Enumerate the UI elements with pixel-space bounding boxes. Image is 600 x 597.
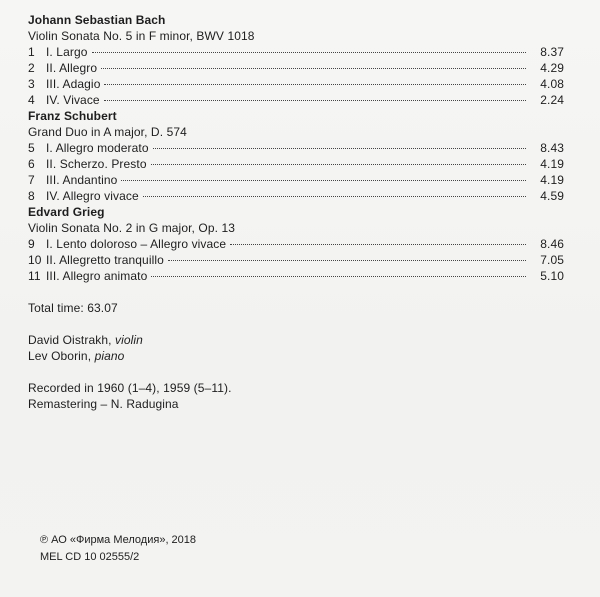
track-duration: 4.29 <box>540 61 564 75</box>
track-number: 9 <box>28 237 35 251</box>
dot-leader <box>92 52 527 53</box>
dot-leader <box>104 84 526 85</box>
track-row <box>28 140 564 156</box>
recording-info: Recorded in 1960 (1–4), 1959 (5–11). <box>28 381 232 395</box>
track-title: II. Allegro <box>46 61 98 75</box>
performer-instrument: violin <box>114 333 143 347</box>
performer-instrument: piano <box>94 349 125 363</box>
track-duration: 5.10 <box>540 269 564 283</box>
dot-leader <box>151 164 526 165</box>
dot-leader <box>168 260 526 261</box>
track-row <box>28 268 564 284</box>
track-row <box>28 44 564 60</box>
track-number: 3 <box>28 77 35 91</box>
track-row <box>28 236 564 252</box>
work-title: Violin Sonata No. 5 in F minor, BWV 1018 <box>28 29 255 43</box>
track-title: III. Adagio <box>46 77 101 91</box>
work-title: Violin Sonata No. 2 in G major, Op. 13 <box>28 221 236 235</box>
track-title: II. Allegretto tranquillo <box>46 253 164 267</box>
track-row <box>28 60 564 76</box>
composer-name: Franz Schubert <box>28 109 117 123</box>
composer-name: Edvard Grieg <box>28 205 105 219</box>
copyright-notice: ℗ АО «Фирма Мелодия», 2018 <box>40 534 197 546</box>
track-row <box>28 188 564 204</box>
spacer <box>28 316 564 332</box>
catalog-number: MEL CD 10 02555/2 <box>40 551 140 563</box>
tracklist <box>28 12 564 412</box>
track-row <box>28 172 564 188</box>
track-title: I. Largo <box>46 45 88 59</box>
spacer <box>28 364 564 380</box>
track-row <box>28 76 564 92</box>
track-number: 8 <box>28 189 35 203</box>
dot-leader <box>151 276 526 277</box>
track-number: 11 <box>28 269 41 283</box>
spacer <box>28 284 564 300</box>
track-number: 10 <box>28 253 42 267</box>
track-title: IV. Vivace <box>46 93 100 107</box>
performer-name: Lev Oborin, <box>28 349 95 363</box>
dot-leader <box>143 196 526 197</box>
track-number: 6 <box>28 157 35 171</box>
track-number: 5 <box>28 141 35 155</box>
track-row <box>28 252 564 268</box>
track-duration: 4.19 <box>540 157 564 171</box>
dot-leader <box>121 180 526 181</box>
dot-leader <box>104 100 526 101</box>
performer-line <box>28 348 564 364</box>
dot-leader <box>153 148 526 149</box>
footer <box>40 532 196 566</box>
track-duration: 8.43 <box>540 141 564 155</box>
performer-line <box>28 332 564 348</box>
track-duration: 2.24 <box>540 93 564 107</box>
dot-leader <box>101 68 526 69</box>
track-row <box>28 156 564 172</box>
track-duration: 8.37 <box>540 45 564 59</box>
track-duration: 7.05 <box>540 253 564 267</box>
track-title: III. Allegro animato <box>46 269 148 283</box>
total-time: Total time: 63.07 <box>28 301 118 315</box>
track-duration: 4.19 <box>540 173 564 187</box>
track-duration: 4.08 <box>540 77 564 91</box>
dot-leader <box>230 244 526 245</box>
track-title: I. Allegro moderato <box>46 141 149 155</box>
track-title: I. Lento doloroso – Allegro vivace <box>46 237 227 251</box>
track-number: 7 <box>28 173 35 187</box>
track-title: IV. Allegro vivace <box>46 189 139 203</box>
track-title: II. Scherzo. Presto <box>46 157 147 171</box>
track-number: 1 <box>28 45 35 59</box>
track-number: 4 <box>28 93 35 107</box>
composer-name: Johann Sebastian Bach <box>28 13 166 27</box>
track-duration: 4.59 <box>540 189 564 203</box>
track-title: III. Andantino <box>46 173 118 187</box>
remastering-credit: Remastering – N. Radugina <box>28 397 179 411</box>
track-number: 2 <box>28 61 35 75</box>
work-title: Grand Duo in A major, D. 574 <box>28 125 187 139</box>
track-row <box>28 92 564 108</box>
performer-name: David Oistrakh, <box>28 333 115 347</box>
track-duration: 8.46 <box>540 237 564 251</box>
